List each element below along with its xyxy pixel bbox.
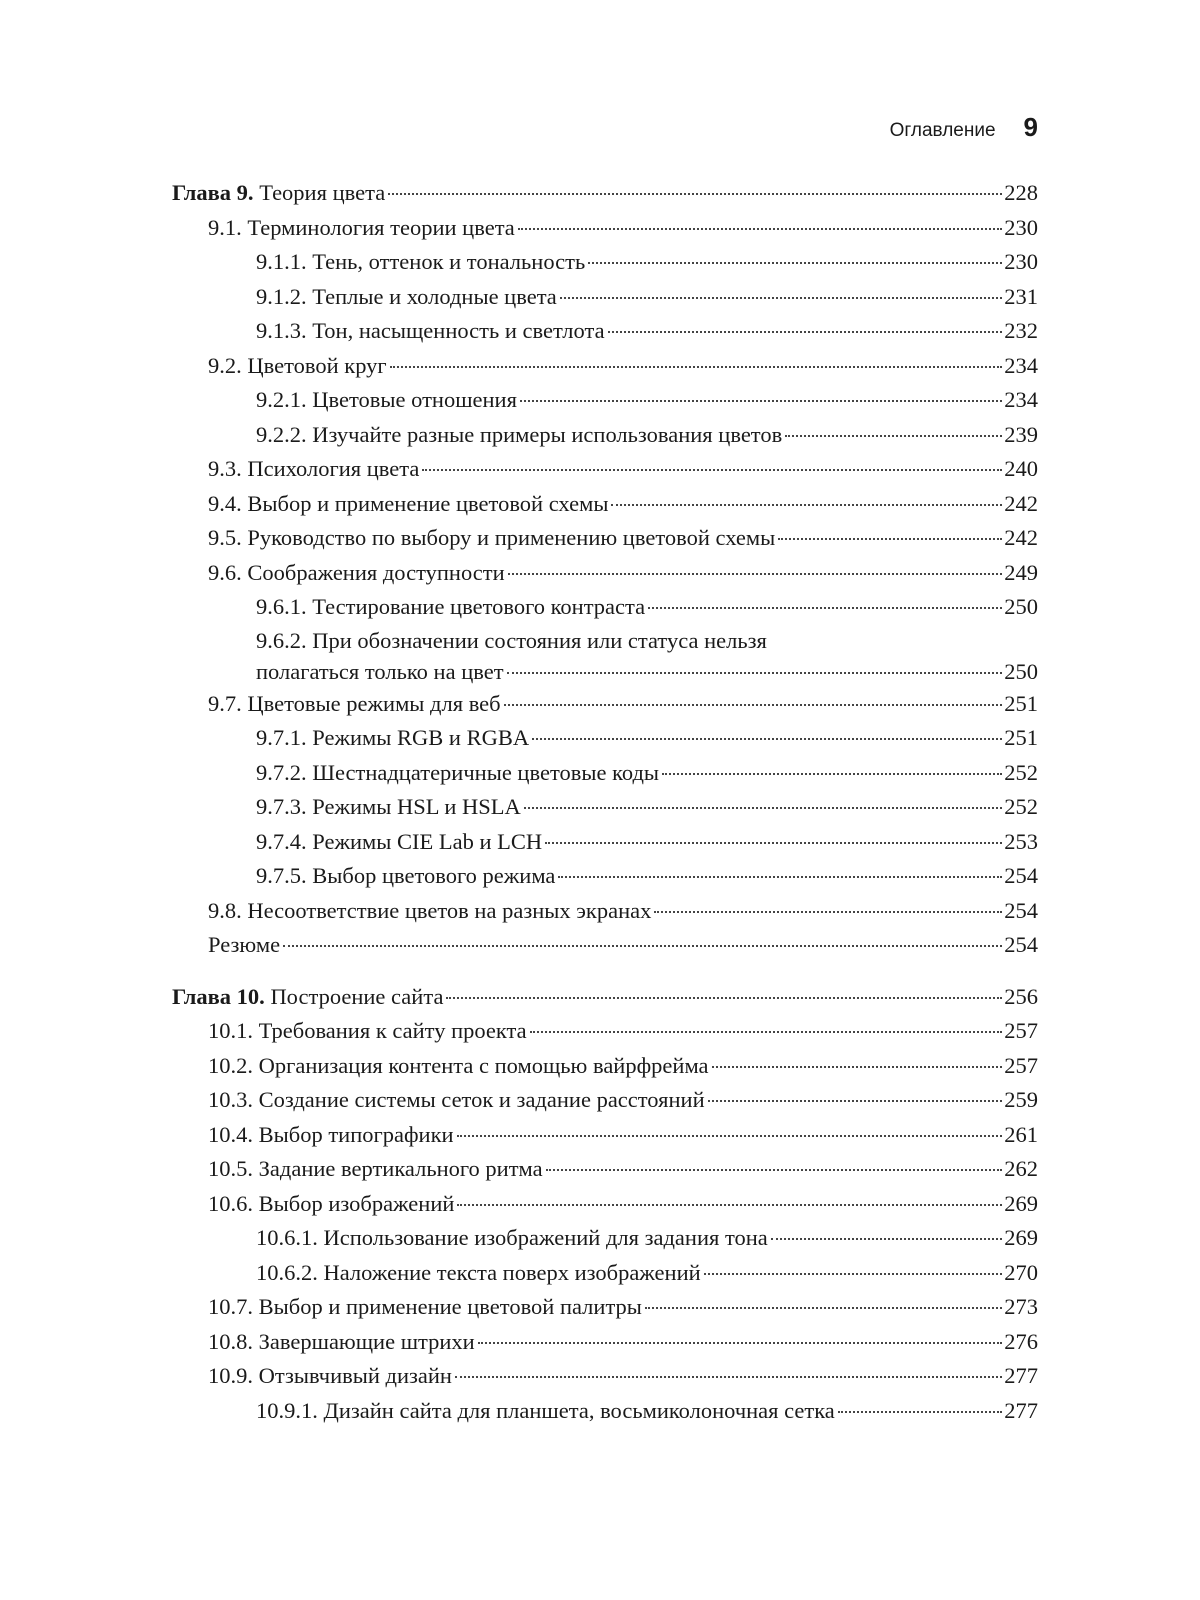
running-head-title: Оглавление [889, 120, 996, 141]
dot-leader [545, 842, 1002, 844]
dot-leader [704, 1273, 1003, 1275]
dot-leader [712, 1066, 1003, 1068]
toc-page-number: 262 [1004, 1156, 1038, 1181]
dot-leader [457, 1135, 1003, 1137]
toc-entry-text: 9.1.3. Тон, насыщенность и светлота [256, 318, 605, 343]
dot-leader [708, 1100, 1003, 1102]
toc-entry-text: 9.1.1. Тень, оттенок и тональность [256, 249, 586, 274]
dot-leader [785, 435, 1002, 437]
toc-entry-text: 9.2.1. Цветовые отношения [256, 387, 517, 412]
toc-entry-text: 10.9.1. Дизайн сайта для планшета, восьмиколоночная сетка [256, 1397, 835, 1423]
toc-page-number: 257 [1004, 1018, 1038, 1043]
chapter-heading[interactable] [172, 980, 1038, 1015]
toc-entry-text: 9.8. Несоответствие цветов на разных экранах [208, 897, 652, 923]
running-head [172, 112, 1038, 143]
toc-entry-text: 9.1. Терминология теории цвета [208, 214, 515, 240]
toc-subsection-entry[interactable] [172, 790, 1038, 825]
dot-leader [558, 876, 1002, 878]
toc-subsection-entry[interactable] [172, 825, 1038, 860]
toc-subsection-entry[interactable] [172, 590, 1038, 625]
toc-section-entry[interactable] [172, 1325, 1038, 1360]
dot-leader [546, 1169, 1003, 1171]
toc-entry-text: 10.2. Организация контента с помощью вайрфрейма [208, 1052, 709, 1078]
toc-page-number: 254 [1004, 897, 1038, 923]
toc-subsection-entry[interactable] [172, 418, 1038, 453]
toc-entry-text: 10.3. Создание системы сеток и задание расстояний [208, 1087, 705, 1112]
toc-entry-text: 9.7. Цветовые режимы для веб [208, 690, 501, 716]
toc-page-number: 273 [1004, 1294, 1038, 1319]
toc-section-entry[interactable] [172, 928, 1038, 963]
dot-leader [530, 1031, 1003, 1033]
toc-page-number: 277 [1004, 1363, 1038, 1388]
toc-entry-text: 9.6. Соображения доступности [208, 559, 505, 585]
toc-section-entry[interactable] [172, 1187, 1038, 1222]
toc-entry-text: 10.5. Задание вертикального ритма [208, 1156, 543, 1181]
toc-entry-text: Резюме [208, 932, 281, 957]
dot-leader [457, 1204, 1002, 1206]
toc-section-entry[interactable] [172, 687, 1038, 722]
dot-leader [446, 997, 1002, 999]
toc-entry-text: 9.7.5. Выбор цветового режима [256, 863, 556, 888]
toc-subsection-entry[interactable] [172, 859, 1038, 894]
toc-subsection-entry[interactable] [172, 1221, 1038, 1256]
toc-section-entry[interactable] [172, 452, 1038, 487]
toc-section-entry[interactable] [172, 1083, 1038, 1118]
dot-leader [645, 1307, 1002, 1309]
toc-entry-text: 10.6. Выбор изображений [208, 1190, 455, 1216]
dot-leader [662, 773, 1002, 775]
toc-entry-text: 10.7. Выбор и применение цветовой палитры [208, 1294, 642, 1319]
toc-page-number: 254 [1004, 932, 1038, 957]
toc-entry-text: 9.6.2. При обозначении состояния или статуса нельзя [256, 627, 767, 653]
dot-leader [588, 262, 1002, 264]
toc-entry-text: 9.5. Руководство по выбору и применению цветовой схемы [208, 525, 776, 550]
dot-leader [422, 469, 1002, 471]
dot-leader [524, 807, 1003, 809]
toc-page-number: 252 [1004, 794, 1038, 819]
toc-page-number: 261 [1004, 1121, 1038, 1147]
toc-page-number: 254 [1004, 863, 1038, 888]
dot-leader [520, 400, 1002, 402]
toc-entry-text: 10.1. Требования к сайту проекта [208, 1018, 527, 1043]
toc-entry-text: 9.6.1. Тестирование цветового контраста [256, 594, 646, 619]
toc-subsection-entry[interactable] [172, 721, 1038, 756]
toc-subsection-entry[interactable] [172, 280, 1038, 315]
toc-entry-multiline[interactable] [172, 625, 1038, 687]
dot-leader [478, 1342, 1003, 1344]
toc-entry-text: 9.1.2. Теплые и холодные цвета [256, 283, 557, 309]
dot-leader [504, 704, 1003, 706]
chapter-title: Теория цвета [259, 180, 386, 205]
toc-entry-text: 9.7.4. Режимы CIE Lab и LCH [256, 828, 543, 854]
table-of-contents [172, 176, 1038, 1428]
toc-section-entry[interactable] [172, 1049, 1038, 1084]
toc-section-entry[interactable] [172, 1152, 1038, 1187]
dot-leader [648, 607, 1002, 609]
toc-page-number: 234 [1004, 352, 1038, 378]
toc-page-number: 239 [1004, 421, 1038, 447]
toc-section-entry[interactable] [172, 556, 1038, 591]
toc-entry-text: 9.4. Выбор и применение цветовой схемы [208, 490, 609, 516]
dot-leader [532, 738, 1002, 740]
toc-section-entry[interactable] [172, 487, 1038, 522]
toc-section-entry[interactable] [172, 1290, 1038, 1325]
toc-page-number: 251 [1004, 690, 1038, 716]
page-number: 9 [1023, 112, 1038, 142]
dot-leader [560, 297, 1002, 299]
toc-entry-text: 10.6.1. Использование изображений для задания тона [256, 1225, 768, 1250]
toc-entry-text: 9.7.1. Режимы RGB и RGBA [256, 725, 530, 750]
toc-page-number: 270 [1004, 1259, 1038, 1285]
toc-entry-text: 9.7.2. Шестнадцатеричные цветовые коды [256, 759, 660, 785]
toc-page-number: 252 [1004, 759, 1038, 785]
toc-page-number: 257 [1004, 1052, 1038, 1078]
toc-entry-text: 10.6.2. Наложение текста поверх изображений [256, 1259, 701, 1285]
toc-entry-text: 9.2.2. Изучайте разные примеры использования цветов [256, 421, 783, 447]
toc-page-number: 231 [1004, 283, 1038, 309]
chapter-gap [172, 963, 1038, 980]
dot-leader [283, 945, 1002, 947]
chapter-label: Глава 9. [172, 180, 254, 205]
toc-page-number: 250 [1004, 594, 1038, 619]
toc-entry-text: 9.3. Психология цвета [208, 456, 420, 481]
dot-leader [518, 228, 1002, 230]
toc-subsection-entry[interactable] [172, 756, 1038, 791]
toc-page-number: 240 [1004, 456, 1038, 481]
toc-subsection-entry[interactable] [172, 1256, 1038, 1291]
toc-page-number: 269 [1004, 1225, 1038, 1250]
chapter-title-text [172, 980, 443, 1015]
dot-leader [390, 366, 1003, 368]
toc-subsection-entry[interactable] [172, 245, 1038, 280]
toc-page-number: 276 [1004, 1328, 1038, 1354]
chapter-title: Построение сайта [270, 983, 444, 1009]
dot-leader [455, 1376, 1002, 1378]
toc-page-number: 232 [1004, 318, 1038, 343]
toc-page-number: 230 [1004, 249, 1038, 274]
dot-leader [771, 1238, 1002, 1240]
toc-section-entry[interactable] [172, 1118, 1038, 1153]
toc-page-number: 242 [1004, 525, 1038, 550]
chapter-title-text [172, 176, 385, 211]
toc-entry-text: 9.7.3. Режимы HSL и HSLA [256, 794, 521, 819]
toc-subsection-entry[interactable] [172, 383, 1038, 418]
dot-leader [507, 672, 1003, 674]
dot-leader [508, 573, 1003, 575]
toc-page-number: 253 [1004, 828, 1038, 854]
toc-entry-text: 9.2. Цветовой круг [208, 352, 387, 378]
toc-page-number: 242 [1004, 490, 1038, 516]
toc-section-entry[interactable] [172, 1359, 1038, 1394]
chapter-page-number: 256 [1004, 983, 1038, 1009]
toc-entry-text: 10.9. Отзывчивый дизайн [208, 1363, 452, 1388]
dot-leader [611, 504, 1002, 506]
toc-section-entry[interactable] [172, 894, 1038, 929]
toc-page-number: 269 [1004, 1190, 1038, 1216]
chapter-label: Глава 10. [172, 983, 265, 1009]
dot-leader [838, 1411, 1002, 1413]
toc-page-number: 249 [1004, 559, 1038, 585]
toc-page-number: 277 [1004, 1397, 1038, 1423]
toc-page-number: 230 [1004, 214, 1038, 240]
toc-entry-continuation [256, 656, 1038, 687]
toc-page-number: 251 [1004, 725, 1038, 750]
dot-leader [778, 538, 1002, 540]
toc-subsection-entry[interactable] [172, 314, 1038, 349]
dot-leader [654, 911, 1002, 913]
toc-section-entry[interactable] [172, 349, 1038, 384]
toc-entry-text: 10.4. Выбор типографики [208, 1121, 454, 1147]
toc-section-entry[interactable] [172, 211, 1038, 246]
toc-section-entry[interactable] [172, 1014, 1038, 1049]
toc-page-number: 250 [1004, 658, 1038, 684]
chapter-page-number: 228 [1004, 180, 1038, 205]
dot-leader [608, 331, 1003, 333]
dot-leader [388, 193, 1002, 195]
chapter-heading[interactable] [172, 176, 1038, 211]
toc-subsection-entry[interactable] [172, 1394, 1038, 1429]
toc-entry-text-cont: полагаться только на цвет [256, 658, 504, 684]
toc-page-number: 234 [1004, 387, 1038, 412]
toc-page-number: 259 [1004, 1087, 1038, 1112]
toc-entry-text: 10.8. Завершающие штрихи [208, 1328, 475, 1354]
toc-section-entry[interactable] [172, 521, 1038, 556]
